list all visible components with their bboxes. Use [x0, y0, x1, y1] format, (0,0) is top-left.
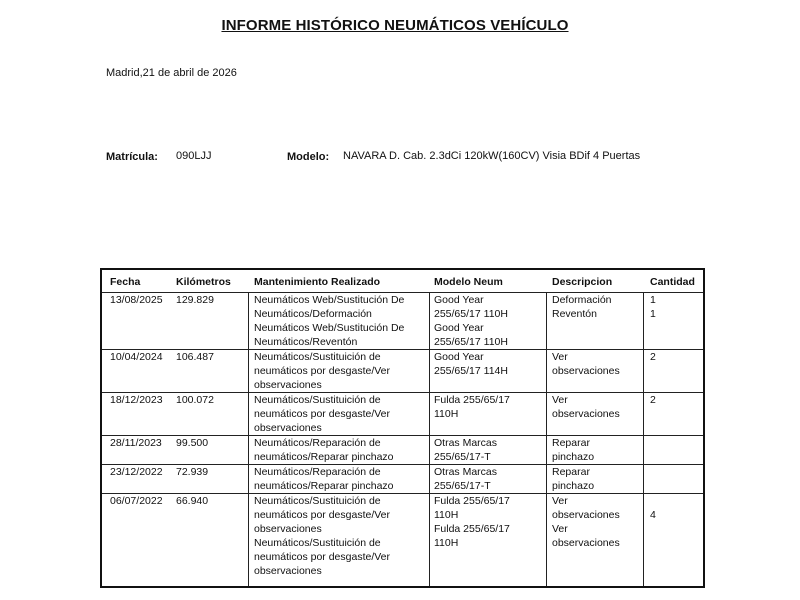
cell-descripcion-line: Reparar: [552, 437, 590, 449]
tire-history-table: [100, 268, 705, 588]
cell-descripcion-line: observaciones: [552, 408, 620, 420]
table-row: [102, 464, 703, 493]
cell-modelo-neum-line: 110H: [434, 408, 459, 420]
cell-mantenimiento-line: observaciones: [254, 422, 322, 434]
cell-mantenimiento: [254, 436, 394, 464]
cell-kilometros: 99.500: [176, 437, 209, 449]
cell-descripcion-line: Deformación: [552, 294, 612, 306]
cell-kilometros: 129.829: [176, 294, 214, 306]
cell-modelo-neum-line: Otras Marcas: [434, 466, 498, 478]
cell-descripcion: [552, 465, 594, 493]
plate-value: 090LJJ: [176, 150, 212, 162]
cell-mantenimiento-line: observaciones: [254, 379, 322, 391]
plate-label: Matrícula:: [106, 151, 158, 163]
cell-descripcion-line: Ver: [552, 351, 568, 363]
cell-descripcion-line: pinchazo: [552, 480, 595, 492]
cell-mantenimiento: [254, 465, 394, 493]
cell-modelo-neum-line: Good Year: [434, 351, 484, 363]
cell-descripcion-line: observaciones: [552, 537, 620, 549]
cell-modelo-neum-line: 255/65/17-T: [434, 480, 491, 492]
cell-descripcion: [552, 494, 620, 550]
header-fecha: Fecha: [110, 276, 141, 288]
cell-descripcion: [552, 350, 620, 378]
cell-cantidad-line: 2: [650, 351, 656, 363]
table-body: [102, 292, 703, 578]
place-date: Madrid,21 de abril de 2026: [106, 67, 237, 79]
cell-mantenimiento-line: neumáticos por desgaste/Ver: [254, 408, 390, 420]
header-mantenimiento: Mantenimiento Realizado: [254, 276, 381, 288]
cell-descripcion-line: Ver: [552, 523, 568, 535]
cell-mantenimiento-line: Neumáticos/Sustituición de: [254, 351, 381, 363]
cell-mantenimiento-line: observaciones: [254, 565, 322, 577]
cell-modelo-neum: [434, 350, 508, 378]
cell-mantenimiento-line: neumáticos por desgaste/Ver: [254, 509, 390, 521]
cell-mantenimiento-line: Neumáticos Web/Sustitución De: [254, 294, 405, 306]
cell-kilometros: 72.939: [176, 466, 209, 478]
model-label: Modelo:: [287, 151, 330, 163]
table-row: [102, 392, 703, 435]
cell-modelo-neum-line: Good Year: [434, 322, 484, 334]
cell-modelo-neum-line: 255/65/17 110H: [434, 308, 508, 320]
cell-fecha: 23/12/2022: [110, 466, 163, 478]
header-cantidad: Cantidad: [650, 276, 695, 288]
cell-mantenimiento: [254, 494, 390, 578]
cell-modelo-neum: [434, 465, 497, 493]
cell-mantenimiento-line: neumáticos por desgaste/Ver: [254, 551, 390, 563]
cell-mantenimiento-line: Neumáticos/Sustituición de: [254, 495, 381, 507]
cell-cantidad-line: 2: [650, 394, 656, 406]
cell-descripcion-line: Ver: [552, 495, 568, 507]
table-row: [102, 435, 703, 464]
cell-mantenimiento-line: neumáticos/Reparar pinchazo: [254, 451, 394, 463]
cell-modelo-neum-line: 255/65/17 114H: [434, 365, 508, 377]
cell-mantenimiento-line: neumáticos/Reparar pinchazo: [254, 480, 394, 492]
cell-kilometros: 66.940: [176, 495, 209, 507]
report-title: INFORME HISTÓRICO NEUMÁTICOS VEHÍCULO: [221, 17, 569, 34]
cell-mantenimiento-line: Neumáticos/Sustituición de: [254, 394, 381, 406]
cell-mantenimiento: [254, 350, 390, 392]
cell-modelo-neum-line: 255/65/17 110H: [434, 336, 508, 348]
cell-modelo-neum-line: Fulda 255/65/17: [434, 495, 510, 507]
cell-descripcion-line: pinchazo: [552, 451, 595, 463]
cell-kilometros: 106.487: [176, 351, 214, 363]
cell-descripcion: [552, 293, 612, 321]
cell-mantenimiento-line: Neumáticos/Reventón: [254, 336, 358, 348]
cell-modelo-neum-line: Fulda 255/65/17: [434, 394, 510, 406]
table-header: [102, 276, 703, 291]
cell-descripcion-line: Reparar: [552, 466, 590, 478]
cell-cantidad-line: 1: [650, 294, 656, 306]
cell-modelo-neum-line: 110H: [434, 509, 459, 521]
cell-mantenimiento: [254, 393, 390, 435]
cell-descripcion-line: Reventón: [552, 308, 597, 320]
cell-modelo-neum-line: Fulda 255/65/17: [434, 523, 510, 535]
header-modelo-neum: Modelo Neum: [434, 276, 503, 288]
cell-mantenimiento: [254, 293, 404, 349]
table-row: [102, 493, 703, 578]
cell-fecha: 10/04/2024: [110, 351, 163, 363]
cell-mantenimiento-line: Neumáticos Web/Sustitución De: [254, 322, 405, 334]
cell-mantenimiento-line: observaciones: [254, 523, 322, 535]
cell-descripcion: [552, 393, 620, 421]
cell-descripcion: [552, 436, 594, 464]
cell-mantenimiento-line: neumáticos por desgaste/Ver: [254, 365, 390, 377]
model-value: NAVARA D. Cab. 2.3dCi 120kW(160CV) Visia BDif 4 Puertas: [343, 150, 641, 162]
cell-kilometros: 100.072: [176, 394, 214, 406]
cell-cantidad: [650, 293, 656, 321]
cell-modelo-neum: [434, 494, 510, 550]
cell-cantidad-line: [650, 494, 656, 508]
cell-descripcion-line: observaciones: [552, 509, 620, 521]
cell-modelo-neum-line: 255/65/17-T: [434, 451, 491, 463]
header-descripcion: Descripcion: [552, 276, 613, 288]
cell-modelo-neum-line: Good Year: [434, 294, 484, 306]
cell-modelo-neum-line: Otras Marcas: [434, 437, 498, 449]
cell-modelo-neum: [434, 393, 510, 421]
cell-modelo-neum-line: 110H: [434, 537, 459, 549]
cell-cantidad: [650, 494, 656, 522]
cell-cantidad: [650, 350, 656, 364]
cell-fecha: 06/07/2022: [110, 495, 163, 507]
cell-cantidad-line: 4: [650, 509, 656, 521]
cell-mantenimiento-line: Neumáticos/Deformación: [254, 308, 372, 320]
cell-fecha: 28/11/2023: [110, 437, 162, 449]
cell-cantidad: [650, 393, 656, 407]
cell-mantenimiento-line: Neumáticos/Reparación de: [254, 437, 381, 449]
table-row: [102, 349, 703, 392]
cell-fecha: 13/08/2025: [110, 294, 163, 306]
table-row: [102, 292, 703, 349]
cell-descripcion-line: observaciones: [552, 365, 620, 377]
cell-fecha: 18/12/2023: [110, 394, 163, 406]
header-km: Kilómetros: [176, 276, 231, 288]
cell-mantenimiento-line: Neumáticos/Sustituición de: [254, 537, 381, 549]
cell-modelo-neum: [434, 293, 508, 349]
cell-descripcion-line: Ver: [552, 394, 568, 406]
cell-modelo-neum: [434, 436, 497, 464]
cell-mantenimiento-line: Neumáticos/Reparación de: [254, 466, 381, 478]
cell-cantidad-line: 1: [650, 308, 656, 320]
